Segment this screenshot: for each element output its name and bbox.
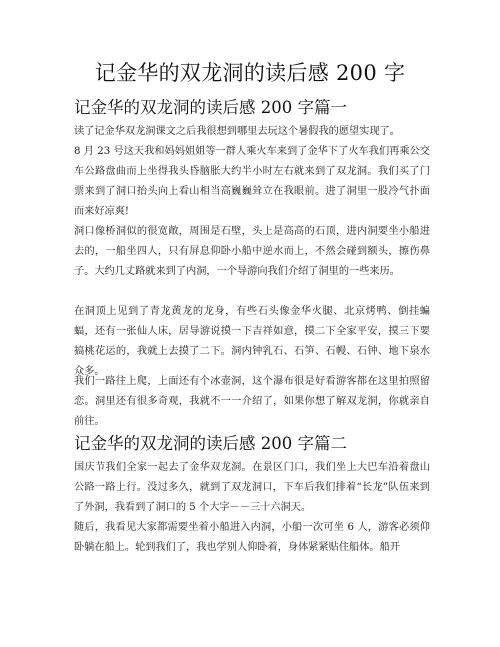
document-title: 记金华的双龙洞的读后感 200 字 [94, 61, 406, 85]
section-1-paragraph-1: 读了记金华双龙洞课文之后我很想到哪里去玩这个暑假我的愿望实现了。 [74, 126, 400, 137]
section-1-paragraph-4: 在洞顶上见到了青龙黄龙的龙身，有些石头像金华火腿、北京烤鸭、倒挂蝙蝠，还有一张仙人床，居导游说摸一下吉祥如意，摸二下全家平安，摸三下要搞桃花运的，我就上去摸了二下。洞内钟乳石、石笋、石幔、石钟、地下泉水众多。 [74, 306, 430, 377]
section-1-paragraph-3: 洞口像桥洞似的很宽敞，周围是石壁，头上是高高的石顶，进内洞要坐小船进去的，一船坐四人，只有屏息仰卧小船中逆水而上，不然会碰到额头，擦伤鼻子。大约几丈路就来到了内洞，一个导游向我们介绍了洞里的一些来历。 [74, 226, 430, 277]
section-heading-2: 记金华的双龙洞的读后感 200 字篇二 [74, 434, 347, 453]
section-1-paragraph-5: 我们一路往上爬，上面还有个冰壶洞，这个瀑布很是好看游客都在这里拍照留恋。洞里还有很多奇观，我就不一一介绍了，如果你想了解双龙洞，你就亲自前往。 [74, 376, 430, 427]
section-2-paragraph-2: 随后，我看见大家都需要坐着小船进入内洞，小船一次可坐 6 人，游客必须仰卧躺在船上。轮到我们了，我也学别人仰卧着，身体紧紧贴住船体。船开 [74, 522, 430, 553]
section-heading-1: 记金华的双龙洞的读后感 200 字篇一 [74, 98, 347, 117]
section-1-paragraph-2: 8 月 23 号这天我和妈妈姐姐等一群人乘火车来到了金华下了火车我们再乘公交车公路盘曲而上坐得我头昏脑胀大约半小时左右就来到了双龙洞。我们买了门票来到了洞口抬头向上看山相当高巍巍耸立在我眼前。进了洞里一股冷气扑面而来好凉爽! [74, 146, 430, 217]
section-2-paragraph-1: 国庆节我们全家一起去了金华双龙洞。在景区门口，我们坐上大巴车沿着盘山公路一路上行。没过多久，就到了双龙洞口，下车后我们排着“长龙”队伍来到了外洞，我看到了洞口的 5 个大字－－三十六洞天。 [74, 462, 430, 513]
